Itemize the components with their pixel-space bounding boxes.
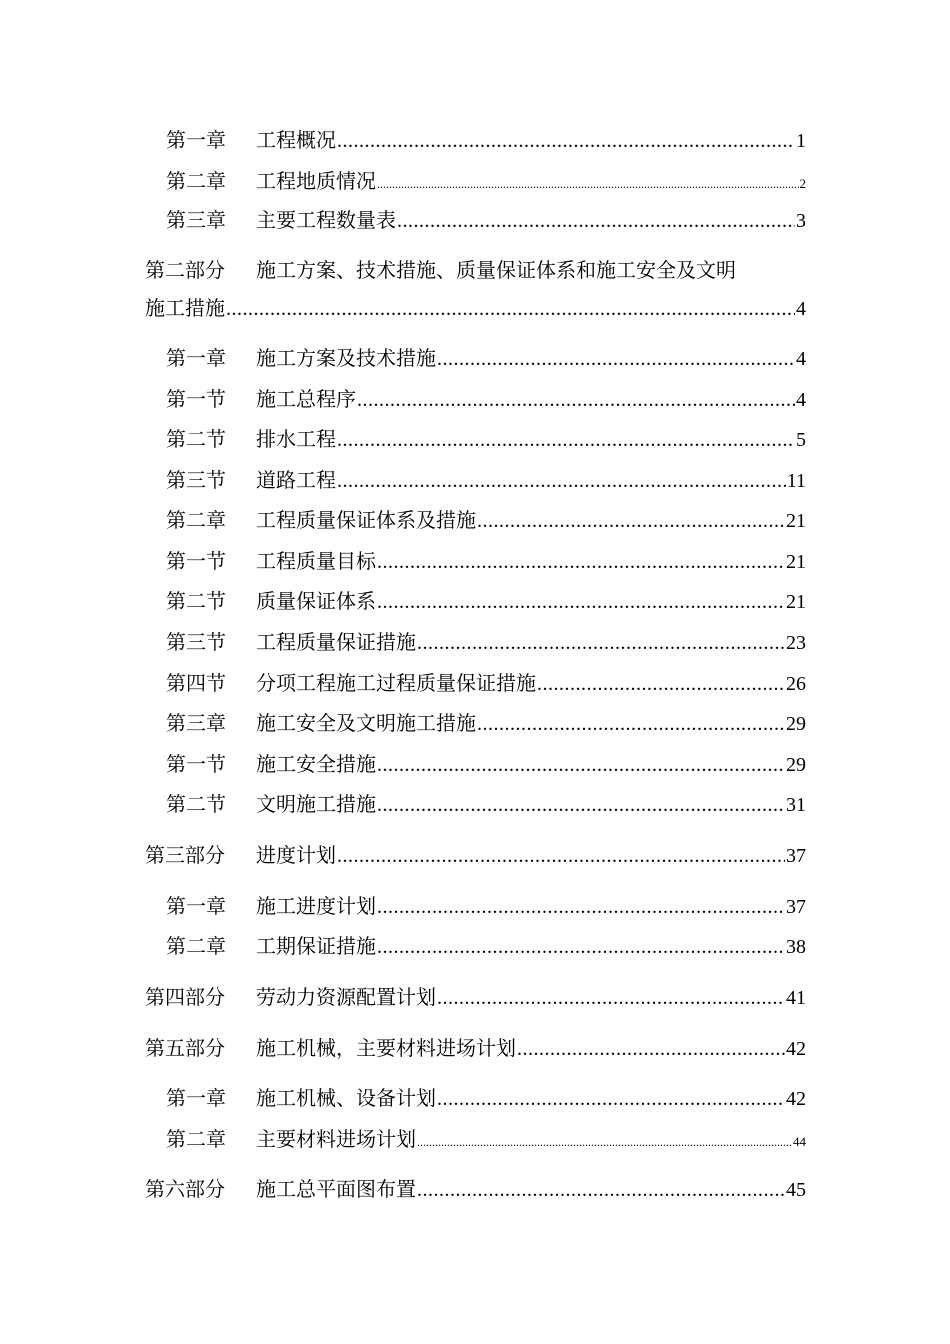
toc-entry-page: 4 [796,389,806,411]
toc-entry[interactable] [166,346,806,371]
dot-leader [377,895,785,919]
dot-leader [477,509,785,533]
toc-entry-page: 2 [799,176,806,191]
toc-entry-page: 38 [786,936,806,958]
toc-entry-page: 31 [786,794,806,816]
toc-entry-page: 26 [786,673,806,695]
toc-entry[interactable] [166,427,806,452]
toc-entry-label: 第二部分 [145,258,225,282]
toc-entry-page: 21 [786,551,806,573]
toc-entry-title: 工程质量目标 [256,549,376,573]
toc-entry-page: 37 [786,845,806,867]
toc-entry-page: 1 [796,130,806,152]
toc-entry-label: 第一章 [166,1086,226,1110]
toc-entry-title: 施工安全及文明施工措施 [256,711,476,735]
dot-leader [417,631,785,655]
toc-entry[interactable] [166,589,806,614]
toc-entry-page: 45 [786,1179,806,1201]
toc-entry-page: 11 [786,470,806,492]
toc-entry-label: 第五部分 [145,1036,225,1060]
dot-leader [517,1037,785,1061]
toc-entry-part-heading[interactable] [145,1036,806,1061]
toc-entry[interactable] [166,468,806,493]
dot-leader [537,672,785,696]
toc-entry[interactable] [166,1086,806,1111]
toc-entry-label: 第三节 [166,630,226,654]
toc-entry-title: 排水工程 [256,427,336,451]
toc-entry-title: 文明施工措施 [256,792,376,816]
dot-leader [377,550,785,574]
dot-leader [337,428,795,452]
dot-leader [377,172,799,196]
toc-entry-title: 工期保证措施 [256,934,376,958]
toc-entry-title: 工程概况 [256,128,336,152]
toc-entry[interactable] [166,711,806,736]
toc-entry-title: 工程质量保证措施 [256,630,416,654]
dot-leader [377,935,785,959]
toc-entry-title-continued: 施工措施 [145,296,225,320]
toc-entry-label: 第二章 [166,169,226,193]
toc-entry[interactable] [166,208,806,233]
toc-entry-title: 施工进度计划 [256,894,376,918]
toc-entry-page: 21 [786,510,806,532]
toc-entry-page: 23 [786,632,806,654]
toc-entry[interactable] [166,1127,806,1154]
toc-entry-label: 第一章 [166,894,226,918]
dot-leader [377,753,785,777]
toc-entry-title: 质量保证体系 [256,589,376,613]
toc-entry[interactable] [166,630,806,655]
dot-leader [337,129,795,153]
toc-entry[interactable] [166,549,806,574]
toc-entry-title: 施工方案及技术措施 [256,346,436,370]
toc-entry-page: 29 [786,754,806,776]
toc-entry-label: 第一节 [166,549,226,573]
toc-entry[interactable] [166,671,806,696]
toc-entry-label: 第一节 [166,752,226,776]
toc-entry-title: 施工机械、设备计划 [256,1086,436,1110]
toc-entry-label: 第一节 [166,387,226,411]
toc-entry-label: 第三章 [166,711,226,735]
toc-entry-part-heading[interactable] [145,985,806,1010]
toc-entry-page: 4 [796,298,806,320]
toc-entry-page: 42 [786,1038,806,1060]
dot-leader [437,1087,785,1111]
toc-entry-label: 第二章 [166,934,226,958]
toc-entry-part-heading[interactable] [145,258,736,282]
toc-entry-label: 第一章 [166,128,226,152]
toc-entry-label: 第四节 [166,671,226,695]
dot-leader [377,793,785,817]
toc-entry-label: 第二章 [166,1127,226,1151]
toc-entry-part-heading[interactable] [145,1177,806,1202]
toc-entry-page: 44 [793,1134,806,1149]
dot-leader [417,1130,792,1154]
toc-entry[interactable] [166,169,806,196]
toc-entry-page: 5 [796,429,806,451]
toc-entry-label: 第二章 [166,508,226,532]
dot-leader [477,712,785,736]
toc-entry-title: 工程地质情况 [256,169,376,193]
toc-entry-label: 第二节 [166,792,226,816]
toc-entry-title: 施工方案、技术措施、质量保证体系和施工安全及文明 [256,258,736,282]
dot-leader [337,469,786,493]
toc-entry-label: 第二节 [166,589,226,613]
dot-leader [437,347,795,371]
toc-entry-label: 第六部分 [145,1177,225,1201]
dot-leader [417,1178,785,1202]
toc-entry-title: 进度计划 [256,843,336,867]
toc-entry-title: 主要工程数量表 [256,208,396,232]
toc-entry[interactable] [166,387,806,412]
toc-entry[interactable] [166,508,806,533]
toc-entry[interactable] [166,934,806,959]
toc-entry-label: 第一章 [166,346,226,370]
toc-entry-page: 3 [796,210,806,232]
toc-entry-title: 劳动力资源配置计划 [256,985,436,1009]
toc-entry-label: 第二节 [166,427,226,451]
toc-entry[interactable] [166,752,806,777]
toc-entry-page: 37 [786,896,806,918]
toc-entry-title: 施工安全措施 [256,752,376,776]
toc-entry-title: 施工机械，主要材料进场计划 [256,1036,516,1060]
dot-leader [377,590,785,614]
dot-leader [437,986,785,1010]
toc-entry-title: 主要材料进场计划 [256,1127,416,1151]
toc-entry[interactable] [166,792,806,817]
toc-entry-part-heading[interactable] [145,843,806,868]
toc-entry-page: 42 [786,1088,806,1110]
toc-entry-continuation[interactable] [145,296,806,321]
toc-entry-title: 施工总平面图布置 [256,1177,416,1201]
dot-leader [357,388,795,412]
toc-entry[interactable] [166,894,806,919]
toc-entry-title: 分项工程施工过程质量保证措施 [256,671,536,695]
toc-entry-title: 施工总程序 [256,387,356,411]
toc-entry[interactable] [166,128,806,153]
toc-entry-title: 工程质量保证体系及措施 [256,508,476,532]
toc-entry-label: 第四部分 [145,985,225,1009]
toc-entry-page: 41 [786,987,806,1009]
toc-entry-label: 第三部分 [145,843,225,867]
toc-entry-page: 4 [796,348,806,370]
toc-entry-page: 29 [786,713,806,735]
dot-leader [397,209,795,233]
dot-leader [337,844,785,868]
dot-leader [226,297,795,321]
toc-entry-title: 道路工程 [256,468,336,492]
toc-entry-label: 第三章 [166,208,226,232]
toc-entry-page: 21 [786,591,806,613]
toc-entry-label: 第三节 [166,468,226,492]
